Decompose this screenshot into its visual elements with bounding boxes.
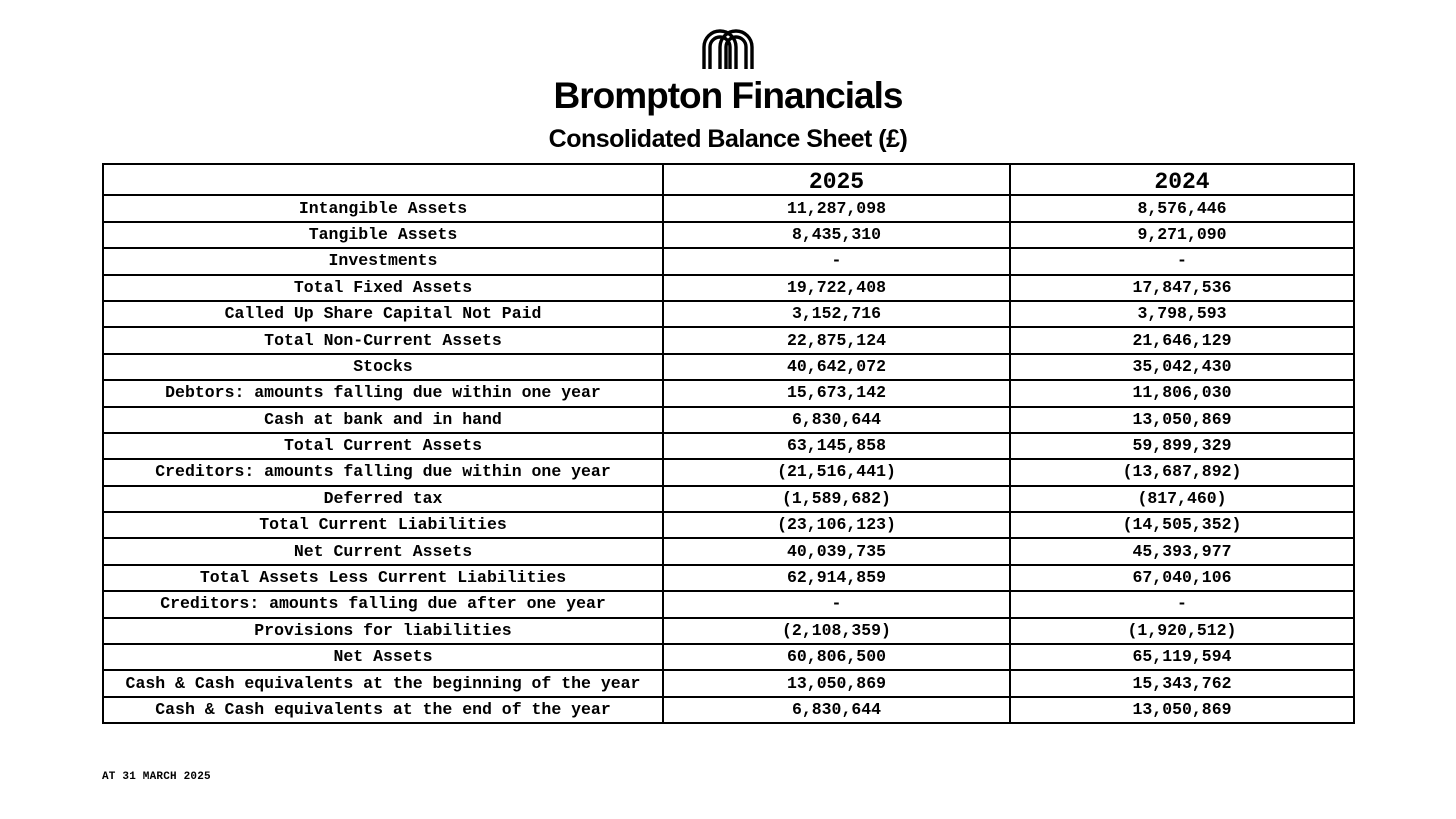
table-row xyxy=(103,697,1354,723)
value-2025: 19,722,408 xyxy=(663,275,1010,301)
table-row xyxy=(103,301,1354,327)
table-row xyxy=(103,380,1354,406)
row-label: Intangible Assets xyxy=(103,195,663,221)
company-title: Brompton Financials xyxy=(553,75,903,116)
row-label: Stocks xyxy=(103,354,663,380)
value-2024: (13,687,892) xyxy=(1010,459,1354,485)
value-2025: (1,589,682) xyxy=(663,486,1010,512)
value-2024: 11,806,030 xyxy=(1010,380,1354,406)
value-2024: (1,920,512) xyxy=(1010,618,1354,644)
table-header-row xyxy=(103,164,1354,195)
arches-logo-icon xyxy=(700,29,756,69)
value-2024: (14,505,352) xyxy=(1010,512,1354,538)
value-2025: - xyxy=(663,591,1010,617)
value-2024: 17,847,536 xyxy=(1010,275,1354,301)
value-2025: 8,435,310 xyxy=(663,222,1010,248)
table-row xyxy=(103,644,1354,670)
value-2024: - xyxy=(1010,591,1354,617)
table-row xyxy=(103,512,1354,538)
row-label: Provisions for liabilities xyxy=(103,618,663,644)
row-label: Creditors: amounts falling due after one year xyxy=(103,591,663,617)
value-2024: 9,271,090 xyxy=(1010,222,1354,248)
row-label: Deferred tax xyxy=(103,486,663,512)
as-of-date-note: AT 31 MARCH 2025 xyxy=(102,771,211,783)
table-row xyxy=(103,591,1354,617)
table-row xyxy=(103,618,1354,644)
row-label: Net Current Assets xyxy=(103,538,663,564)
value-2024: 15,343,762 xyxy=(1010,670,1354,696)
table-row xyxy=(103,248,1354,274)
value-2024: 45,393,977 xyxy=(1010,538,1354,564)
row-label: Total Assets Less Current Liabilities xyxy=(103,565,663,591)
row-label: Total Fixed Assets xyxy=(103,275,663,301)
value-2024: 3,798,593 xyxy=(1010,301,1354,327)
balance-sheet-table xyxy=(102,163,1355,724)
row-label: Creditors: amounts falling due within one year xyxy=(103,459,663,485)
table-row xyxy=(103,486,1354,512)
table-row xyxy=(103,459,1354,485)
table-row xyxy=(103,565,1354,591)
value-2025: 6,830,644 xyxy=(663,407,1010,433)
row-label: Investments xyxy=(103,248,663,274)
value-2024: 65,119,594 xyxy=(1010,644,1354,670)
row-label: Net Assets xyxy=(103,644,663,670)
row-label: Debtors: amounts falling due within one year xyxy=(103,380,663,406)
value-2025: 3,152,716 xyxy=(663,301,1010,327)
row-label: Total Current Assets xyxy=(103,433,663,459)
value-2024: 13,050,869 xyxy=(1010,697,1354,723)
row-label: Cash & Cash equivalents at the beginning of the year xyxy=(103,670,663,696)
value-2025: 60,806,500 xyxy=(663,644,1010,670)
value-2025: (23,106,123) xyxy=(663,512,1010,538)
row-label: Cash at bank and in hand xyxy=(103,407,663,433)
table-row xyxy=(103,407,1354,433)
table-row xyxy=(103,670,1354,696)
value-2025: 40,039,735 xyxy=(663,538,1010,564)
table-row xyxy=(103,222,1354,248)
table-row xyxy=(103,538,1354,564)
value-2024: 67,040,106 xyxy=(1010,565,1354,591)
value-2025: (21,516,441) xyxy=(663,459,1010,485)
row-label: Tangible Assets xyxy=(103,222,663,248)
table-row xyxy=(103,327,1354,353)
value-2025: 40,642,072 xyxy=(663,354,1010,380)
value-2024: - xyxy=(1010,248,1354,274)
row-label: Called Up Share Capital Not Paid xyxy=(103,301,663,327)
value-2025: (2,108,359) xyxy=(663,618,1010,644)
value-2024: (817,460) xyxy=(1010,486,1354,512)
table-row xyxy=(103,354,1354,380)
table-row xyxy=(103,195,1354,221)
value-2025: 15,673,142 xyxy=(663,380,1010,406)
column-header-label xyxy=(103,164,663,195)
value-2025: 62,914,859 xyxy=(663,565,1010,591)
value-2025: 11,287,098 xyxy=(663,195,1010,221)
table-row xyxy=(103,433,1354,459)
value-2024: 21,646,129 xyxy=(1010,327,1354,353)
value-2024: 59,899,329 xyxy=(1010,433,1354,459)
sheet-subtitle: Consolidated Balance Sheet (£) xyxy=(548,125,908,153)
value-2025: 6,830,644 xyxy=(663,697,1010,723)
value-2024: 35,042,430 xyxy=(1010,354,1354,380)
row-label: Cash & Cash equivalents at the end of the year xyxy=(103,697,663,723)
row-label: Total Non-Current Assets xyxy=(103,327,663,353)
column-header-2025: 2025 xyxy=(663,164,1010,195)
value-2024: 8,576,446 xyxy=(1010,195,1354,221)
value-2025: 22,875,124 xyxy=(663,327,1010,353)
table-row xyxy=(103,275,1354,301)
column-header-2024: 2024 xyxy=(1010,164,1354,195)
value-2025: 13,050,869 xyxy=(663,670,1010,696)
value-2024: 13,050,869 xyxy=(1010,407,1354,433)
value-2025: 63,145,858 xyxy=(663,433,1010,459)
value-2025: - xyxy=(663,248,1010,274)
row-label: Total Current Liabilities xyxy=(103,512,663,538)
